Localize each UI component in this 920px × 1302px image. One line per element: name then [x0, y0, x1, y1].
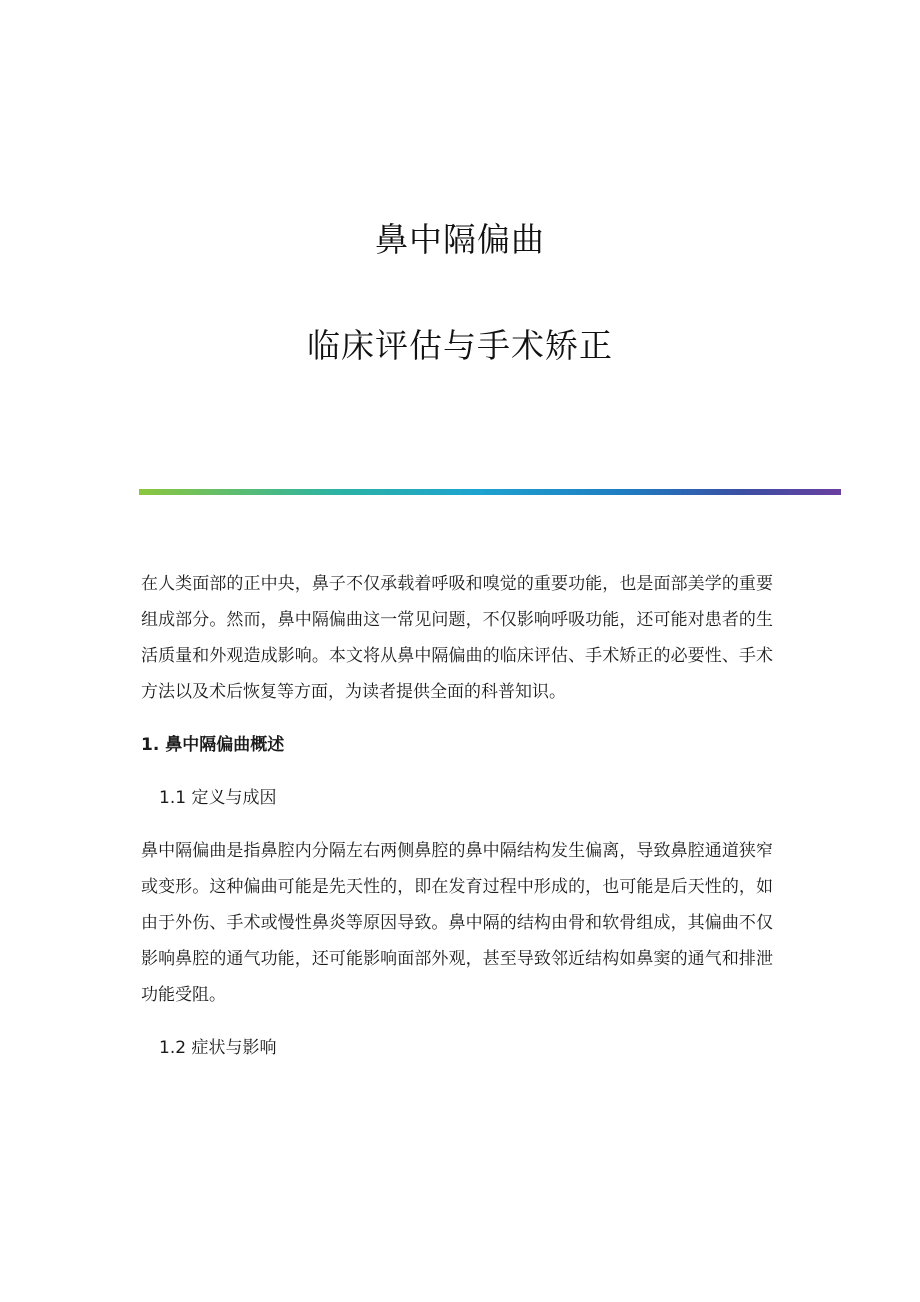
- document-body: [141, 566, 773, 1066]
- document-subtitle: 临床评估与手术矫正: [307, 326, 613, 365]
- title-divider: [139, 489, 841, 495]
- subsection-heading-definition: 1.1 定义与成因: [159, 788, 277, 808]
- definition-paragraph: 鼻中隔偏曲是指鼻腔内分隔左右两侧鼻腔的鼻中隔结构发生偏离，导致鼻腔通道狭窄或变形。这种偏曲可能是先天性的，即在发育过程中形成的，也可能是后天性的，如由于外伤、手术或慢性鼻炎等原因导致。鼻中隔的结构由骨和软骨组成，其偏曲不仅影响鼻腔的通气功能，还可能影响面部外观，甚至导致邻近结构如鼻窦的通气和排泄功能受阻。: [141, 841, 773, 1005]
- section-heading-overview: 1. 鼻中隔偏曲概述: [141, 735, 285, 755]
- subsection-heading-symptoms: 1.2 症状与影响: [159, 1038, 277, 1058]
- document-title: 鼻中隔偏曲: [375, 220, 545, 259]
- intro-paragraph: 在人类面部的正中央，鼻子不仅承载着呼吸和嗅觉的重要功能，也是面部美学的重要组成部分。然而，鼻中隔偏曲这一常见问题，不仅影响呼吸功能，还可能对患者的生活质量和外观造成影响。本文将从鼻中隔偏曲的临床评估、手术矫正的必要性、手术方法以及术后恢复等方面，为读者提供全面的科普知识。: [141, 574, 773, 702]
